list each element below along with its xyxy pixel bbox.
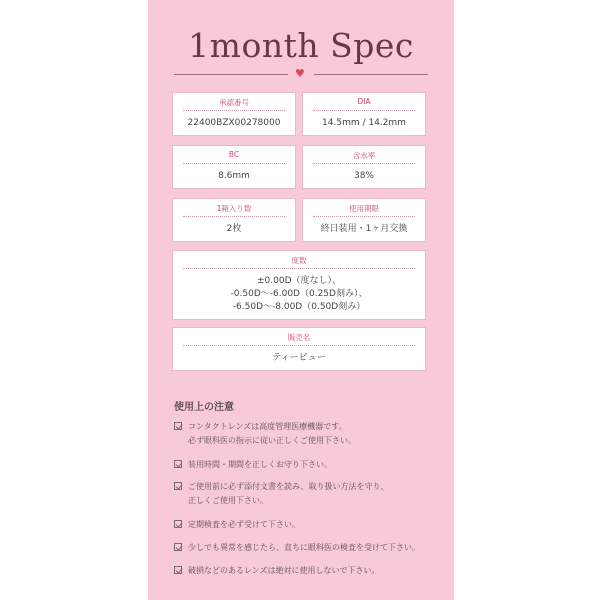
checkbox-icon: [174, 482, 182, 490]
checkbox-icon: [174, 460, 182, 468]
title-divider-left: [174, 74, 288, 75]
spec-card-water: [302, 145, 426, 189]
divider: [313, 110, 415, 111]
note-item: [174, 564, 450, 578]
note-item: [174, 480, 450, 508]
spec-value: 14.5mm / 14.2mm: [322, 118, 406, 128]
spec-label: 含水率: [352, 151, 376, 160]
notes-title: 使用上の注意: [174, 402, 234, 413]
spec-label: BC: [228, 150, 240, 159]
spec-value: 38%: [353, 171, 374, 181]
spec-card-period: [302, 198, 426, 242]
note-item: [174, 541, 450, 555]
checkbox-icon: [174, 520, 182, 528]
divider: [183, 216, 285, 217]
note-text: 定期検査を必ず受けて下さい。: [188, 520, 300, 529]
checkbox-icon: [174, 422, 182, 430]
divider: [313, 216, 415, 217]
spec-card-name: [172, 327, 426, 371]
spec-label: 販売名: [287, 333, 311, 342]
spec-value: 22400BZX00278000: [187, 118, 281, 128]
spec-value: 2枚: [226, 224, 242, 234]
spec-card-count: [172, 198, 296, 242]
note-text: 少しでも異常を感じたら、直ちに眼科医の検査を受けて下さい。: [188, 543, 420, 552]
divider: [313, 163, 415, 164]
spec-value-line: -6.50D～-8.00D（0.50D刻み）: [232, 302, 366, 312]
spec-value-line: -0.50D～-6.00D（0.25D刻み）、: [230, 289, 368, 299]
spec-label: 1箱入り数: [216, 204, 252, 213]
title-divider-right: [314, 74, 428, 75]
spec-card-dia: [302, 92, 426, 136]
checkbox-icon: [174, 566, 182, 574]
spec-label: 度数: [291, 256, 307, 265]
spec-label: 使用期限: [349, 204, 379, 213]
spec-label: DIA: [357, 97, 371, 106]
divider: [183, 268, 415, 269]
spec-value: ティービュー: [272, 353, 326, 363]
spec-panel: [148, 0, 454, 600]
note-text: ご使用前に必ず添付文書を読み、取り扱い方法を守り、 正しくご使用下さい。: [188, 482, 389, 505]
note-text: 装用時間・期間を正しくお守り下さい。: [188, 460, 332, 469]
heart-icon: ♥: [295, 67, 305, 80]
spec-value: 8.6mm: [218, 171, 250, 181]
note-text: コンタクトレンズは高度管理医療機器です。 必ず眼科医の指示に従い正しくご使用下さい。: [188, 422, 356, 445]
note-item: [174, 458, 450, 472]
spec-card-approval: [172, 92, 296, 136]
spec-value-line: ±0.00D（度なし）、: [256, 276, 341, 286]
note-text: 破損などのあるレンズは絶対に使用しないで下さい。: [188, 566, 380, 575]
note-item: [174, 518, 450, 532]
spec-card-bc: [172, 145, 296, 189]
spec-value: 終日装用・1ヶ月交換: [320, 224, 408, 234]
checkbox-icon: [174, 543, 182, 551]
spec-label: 承認番号: [219, 98, 249, 107]
spec-card-power: [172, 250, 426, 320]
divider: [183, 345, 415, 346]
divider: [183, 163, 285, 164]
page-title: 1month Spec: [188, 26, 414, 65]
divider: [183, 110, 285, 111]
note-item: [174, 420, 450, 448]
